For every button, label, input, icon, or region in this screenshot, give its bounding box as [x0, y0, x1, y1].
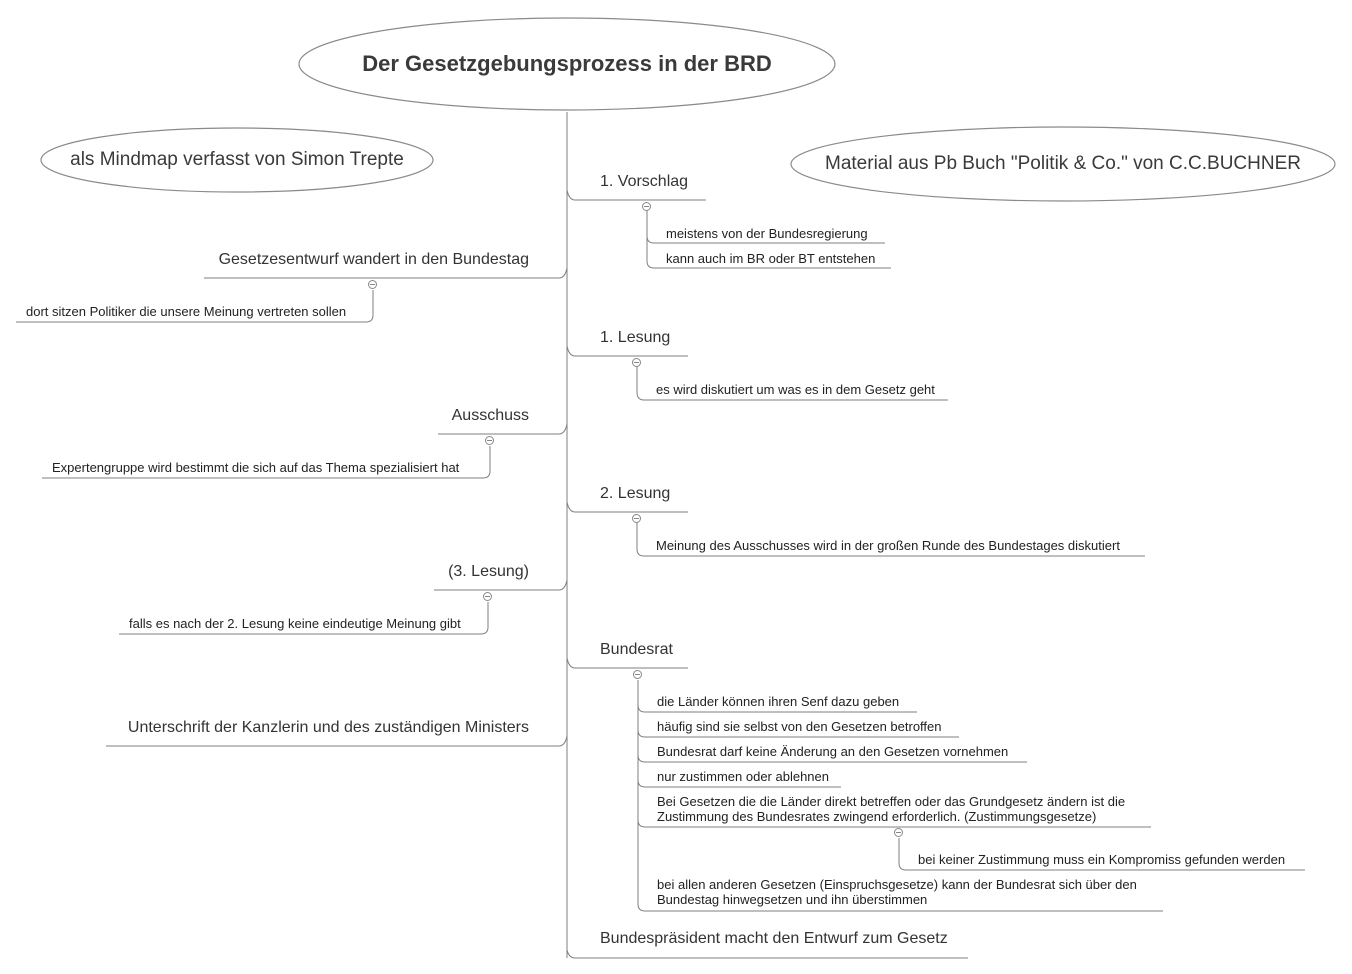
bundesrat-item-3[interactable]: Bundesrat darf keine Änderung an den Gesetzen vornehmen	[657, 744, 1009, 759]
bundesrat-item-2[interactable]: häufig sind sie selbst von den Gesetzen betroffen	[657, 719, 942, 734]
collapse-gesetzesentwurf-icon[interactable]	[368, 280, 377, 289]
author-note[interactable]: als Mindmap verfasst von Simon Trepte	[70, 149, 404, 170]
vorschlag-item-2[interactable]: kann auch im BR oder BT entstehen	[666, 251, 876, 266]
ausschuss-item-1[interactable]: Expertengruppe wird bestimmt die sich auf das Thema spezialisiert hat	[52, 460, 460, 475]
bundesrat-item-6[interactable]: bei allen anderen Gesetzen (Einspruchsgesetze) kann der Bundesrat sich über den Bundestag hinwegsetzen und ihn überstimmen	[657, 877, 1137, 907]
bundesrat-item-5[interactable]: Bei Gesetzen die die Länder direkt betreffen oder das Grundgesetz ändern ist die Zustimmung des Bundesrates zwingend erforderlich. (Zustimmungsgesetze)	[657, 794, 1126, 824]
collapse-zustimmung-icon[interactable]	[894, 828, 903, 837]
vorschlag-item-1[interactable]: meistens von der Bundesregierung	[666, 226, 868, 241]
collapse-erste-lesung-icon[interactable]	[632, 358, 641, 367]
branch-unterschrift[interactable]: Unterschrift der Kanzlerin und des zuständigen Ministers	[127, 719, 529, 736]
branch-dritte-lesung[interactable]: (3. Lesung)	[448, 563, 529, 580]
collapse-zweite-lesung-icon[interactable]	[632, 514, 641, 523]
branch-vorschlag[interactable]: 1. Vorschlag	[600, 173, 689, 190]
branch-bundespraesident[interactable]: Bundespräsident macht den Entwurf zum Gesetz	[600, 930, 948, 947]
mindmap-title[interactable]: Der Gesetzgebungsprozess in der BRD	[362, 51, 772, 76]
branch-gesetzesentwurf[interactable]: Gesetzesentwurf wandert in den Bundestag	[218, 251, 529, 268]
collapse-dritte-lesung-icon[interactable]	[483, 592, 492, 601]
branch-ausschuss[interactable]: Ausschuss	[451, 407, 529, 424]
zweite-lesung-item-1[interactable]: Meinung des Ausschusses wird in der großen Runde des Bundestages diskutiert	[656, 538, 1120, 553]
collapse-bundesrat-icon[interactable]	[633, 670, 642, 679]
bundesrat-item-1[interactable]: die Länder können ihren Senf dazu geben	[657, 694, 900, 709]
gesetzesentwurf-item-1[interactable]: dort sitzen Politiker die unsere Meinung vertreten sollen	[26, 304, 347, 319]
branch-erste-lesung[interactable]: 1. Lesung	[600, 329, 671, 346]
erste-lesung-item-1[interactable]: es wird diskutiert um was es in dem Gesetz geht	[656, 382, 935, 397]
branch-bundesrat[interactable]: Bundesrat	[600, 641, 673, 658]
bundesrat-item-4[interactable]: nur zustimmen oder ablehnen	[657, 769, 829, 784]
branch-zweite-lesung[interactable]: 2. Lesung	[600, 485, 671, 502]
source-note[interactable]: Material aus Pb Buch "Politik & Co." von C.C.BUCHNER	[825, 153, 1301, 174]
collapse-vorschlag-icon[interactable]	[642, 202, 651, 211]
collapse-ausschuss-icon[interactable]	[485, 436, 494, 445]
bundesrat-subitem-kompromiss[interactable]: bei keiner Zustimmung muss ein Kompromiss gefunden werden	[918, 852, 1286, 867]
dritte-lesung-item-1[interactable]: falls es nach der 2. Lesung keine eindeutige Meinung gibt	[129, 616, 461, 631]
